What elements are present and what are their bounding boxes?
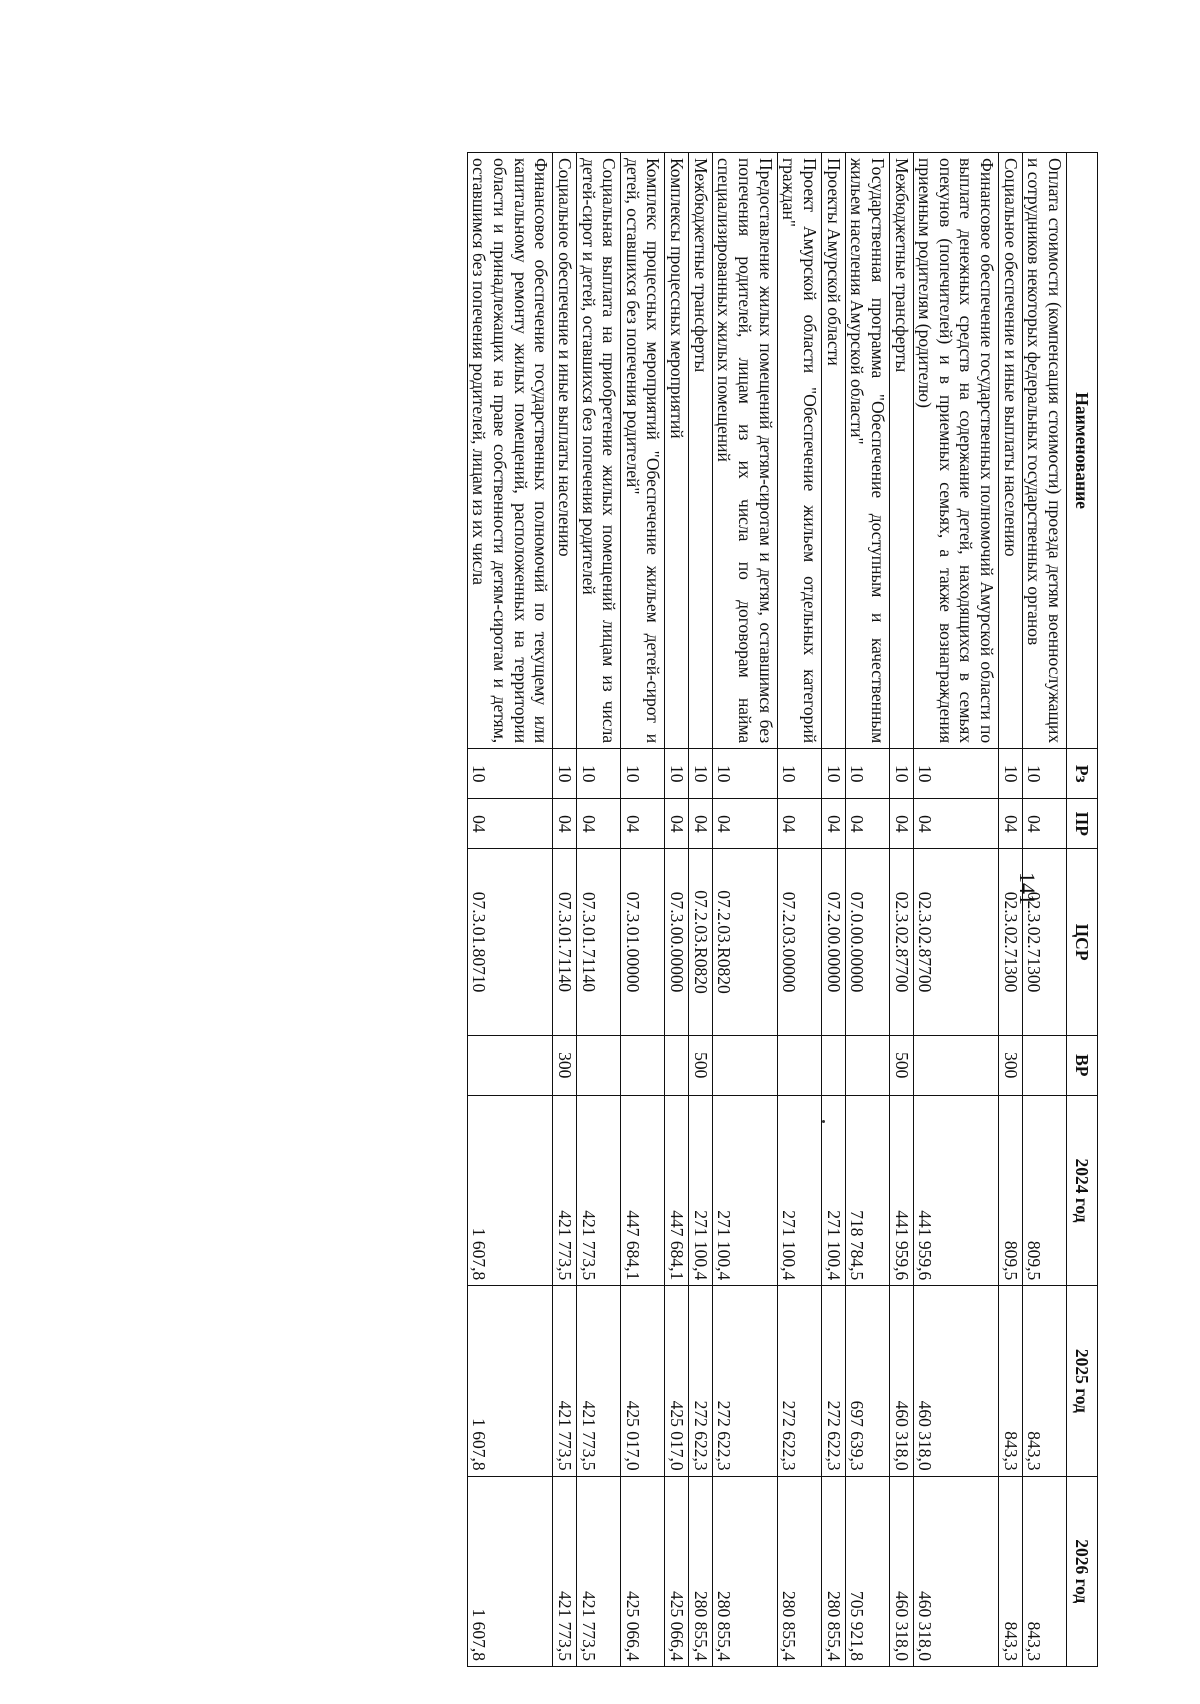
budget-table — [467, 152, 1098, 1667]
cell-2026: 425 066,4 — [665, 1476, 689, 1666]
cell-2024: 447 684,1 — [621, 1095, 665, 1285]
cell-rz: 10 — [553, 749, 577, 799]
cell-rz: 10 — [913, 749, 999, 799]
cell-vr: 500 — [689, 1035, 713, 1095]
table-row — [665, 153, 689, 1667]
cell-2025: 272 622,3 — [821, 1286, 845, 1476]
cell-pr: 04 — [712, 799, 777, 849]
cell-vr — [913, 1035, 999, 1095]
table-row — [467, 153, 553, 1667]
cell-rz: 10 — [845, 749, 889, 799]
cell-2024: 1 607,8 — [467, 1095, 553, 1285]
cell-2026: 460 318,0 — [913, 1476, 999, 1666]
cell-name: Государственная программа "Обеспечение доступным и качественным жильем населения Амурской области" — [845, 153, 889, 749]
cell-csr: 07.0.00.00000 — [845, 849, 889, 1035]
cell-rz: 10 — [621, 749, 665, 799]
cell-pr: 04 — [621, 799, 665, 849]
cell-csr: 07.3.01.80710 — [467, 849, 553, 1035]
table-row — [889, 153, 913, 1667]
cell-pr: 04 — [689, 799, 713, 849]
cell-name: Проекты Амурской области — [821, 153, 845, 749]
cell-2024: 809,5 — [999, 1095, 1023, 1285]
cell-pr: 04 — [553, 799, 577, 849]
cell-2025: 1 607,8 — [467, 1286, 553, 1476]
cell-2026: 843,3 — [1022, 1476, 1066, 1666]
cell-2025: 843,3 — [999, 1286, 1023, 1476]
header-2026: 2026 год — [1067, 1476, 1098, 1666]
cell-vr — [576, 1035, 620, 1095]
cell-name: Финансовое обеспечение государственных полномочий Амурской области по выплате денежных средств на содержание детей, находящихся в семьях опекунов (попечителей) и в приемных семьях, а также вознаграждения приемным родителям (родителю) — [913, 153, 999, 749]
cell-2024: 447 684,1 — [665, 1095, 689, 1285]
table-row — [913, 153, 999, 1667]
cell-pr: 04 — [665, 799, 689, 849]
cell-vr — [665, 1035, 689, 1095]
cell-name: Предоставление жилых помещений детям-сиротам и детям, оставшимся без попечения родителей, лицам из их числа по договорам найма специализированных жилых помещений — [712, 153, 777, 749]
cell-rz: 10 — [689, 749, 713, 799]
cell-2024: 271 100,4 — [689, 1095, 713, 1285]
cell-name: Социальное обеспечение и иные выплаты населению — [553, 153, 577, 749]
cell-2026: 1 607,8 — [467, 1476, 553, 1666]
cell-csr: 02.3.02.87700 — [913, 849, 999, 1035]
cell-2026: 843,3 — [999, 1476, 1023, 1666]
table-row — [712, 153, 777, 1667]
table-row — [1022, 153, 1066, 1667]
header-name: Наименование — [1067, 153, 1098, 749]
cell-2024: 421 773,5 — [553, 1095, 577, 1285]
cell-rz: 10 — [1022, 749, 1066, 799]
cell-2025: 272 622,3 — [777, 1286, 821, 1476]
cell-pr: 04 — [1022, 799, 1066, 849]
cell-csr: 07.2.03.R0820 — [689, 849, 713, 1035]
cell-name: Оплата стоимости (компенсация стоимости) проезда детям военнослужащих и сотрудников некоторых федеральных государственных органов — [1022, 153, 1066, 749]
cell-vr — [712, 1035, 777, 1095]
header-csr: ЦСР — [1067, 849, 1098, 1035]
cell-2024: 271 100,4 — [712, 1095, 777, 1285]
cell-rz: 10 — [576, 749, 620, 799]
cell-2024: 271 100,4 — [777, 1095, 821, 1285]
cell-2026: 280 855,4 — [712, 1476, 777, 1666]
header-2024: 2024 год — [1067, 1095, 1098, 1285]
cell-2026: 460 318,0 — [889, 1476, 913, 1666]
table-row — [999, 153, 1023, 1667]
cell-name: Межбюджетные трансферты — [889, 153, 913, 749]
cell-csr: 02.3.02.71300 — [1022, 849, 1066, 1035]
table-row — [821, 153, 845, 1667]
cell-rz: 10 — [821, 749, 845, 799]
cell-2025: 425 017,0 — [621, 1286, 665, 1476]
cell-pr: 04 — [845, 799, 889, 849]
cell-pr: 04 — [889, 799, 913, 849]
cell-vr — [1022, 1035, 1066, 1095]
cell-2026: 421 773,5 — [553, 1476, 577, 1666]
cell-rz: 10 — [889, 749, 913, 799]
table-row — [777, 153, 821, 1667]
cell-2025: 843,3 — [1022, 1286, 1066, 1476]
cell-vr — [777, 1035, 821, 1095]
cell-2024: 718 784,5 — [845, 1095, 889, 1285]
rotated-table-container — [190, 152, 1098, 1667]
cell-2025: 272 622,3 — [689, 1286, 713, 1476]
cell-name: Социальное обеспечение и иные выплаты населению — [999, 153, 1023, 749]
cell-csr: 07.2.00.00000 — [821, 849, 845, 1035]
table-row — [576, 153, 620, 1667]
cell-2024: 421 773,5 — [576, 1095, 620, 1285]
cell-pr: 04 — [777, 799, 821, 849]
cell-name: Социальная выплата на приобретение жилых помещений лицам из числа детей-сирот и детей, оставшихся без попечения родителей — [576, 153, 620, 749]
cell-pr: 04 — [576, 799, 620, 849]
cell-vr — [845, 1035, 889, 1095]
header-rz: Рз — [1067, 749, 1098, 799]
cell-csr: 07.2.03.R0820 — [712, 849, 777, 1035]
cell-rz: 10 — [712, 749, 777, 799]
cell-pr: 04 — [821, 799, 845, 849]
cell-2025: 421 773,5 — [553, 1286, 577, 1476]
table-row — [553, 153, 577, 1667]
cell-vr: 300 — [999, 1035, 1023, 1095]
cell-csr: 07.3.01.71140 — [576, 849, 620, 1035]
cell-2026: 280 855,4 — [689, 1476, 713, 1666]
cell-name: Проект Амурской области "Обеспечение жильем отдельных категорий граждан" — [777, 153, 821, 749]
cell-rz: 10 — [665, 749, 689, 799]
cell-rz: 10 — [467, 749, 553, 799]
cell-csr: 07.3.00.00000 — [665, 849, 689, 1035]
cell-2026: 280 855,4 — [777, 1476, 821, 1666]
cell-2024: 809,5 — [1022, 1095, 1066, 1285]
header-vr: ВР — [1067, 1035, 1098, 1095]
table-row — [621, 153, 665, 1667]
cell-2025: 460 318,0 — [913, 1286, 999, 1476]
cell-2024: 441 959,6 — [889, 1095, 913, 1285]
cell-vr — [621, 1035, 665, 1095]
table-header-row — [1067, 153, 1098, 1667]
cell-2026: 280 855,4 — [821, 1476, 845, 1666]
page-number: 141 — [1015, 872, 1040, 905]
cell-pr: 04 — [999, 799, 1023, 849]
cell-rz: 10 — [777, 749, 821, 799]
cell-2025: 425 017,0 — [665, 1286, 689, 1476]
cell-csr: 02.3.02.71300 — [999, 849, 1023, 1035]
cell-2024: 441 959,6 — [913, 1095, 999, 1285]
cell-name: Комплексы процессных мероприятий — [665, 153, 689, 749]
cell-vr — [467, 1035, 553, 1095]
cell-2026: 421 773,5 — [576, 1476, 620, 1666]
cell-2026: 705 921,8 — [845, 1476, 889, 1666]
cell-2025: 421 773,5 — [576, 1286, 620, 1476]
table-row — [845, 153, 889, 1667]
cell-vr: 300 — [553, 1035, 577, 1095]
cell-2025: 272 622,3 — [712, 1286, 777, 1476]
table-row — [689, 153, 713, 1667]
cell-rz: 10 — [999, 749, 1023, 799]
cell-2026: 425 066,4 — [621, 1476, 665, 1666]
cell-2025: 697 639,3 — [845, 1286, 889, 1476]
cell-csr: 07.2.03.00000 — [777, 849, 821, 1035]
header-pr: ПР — [1067, 799, 1098, 849]
cell-pr: 04 — [913, 799, 999, 849]
cell-name: Комплекс процессных мероприятий "Обеспечение жильем детей-сирот и детей, оставшихся без попечения родителей" — [621, 153, 665, 749]
cell-name: Межбюджетные трансферты — [689, 153, 713, 749]
cell-csr: 02.3.02.87700 — [889, 849, 913, 1035]
cell-csr: 07.3.01.00000 — [621, 849, 665, 1035]
cell-csr: 07.3.01.71140 — [553, 849, 577, 1035]
cell-name: Финансовое обеспечение государственных полномочий по текущему или капитальному ремонту жилых помещений, расположенных на территории области и принадлежащих на праве собственности детям-сиротам и детям, оставшимся без попечения родителей, лицам из их числа — [467, 153, 553, 749]
cell-vr — [821, 1035, 845, 1095]
cell-2024: 271 100,4 — [821, 1095, 845, 1285]
cell-pr: 04 — [467, 799, 553, 849]
header-2025: 2025 год — [1067, 1286, 1098, 1476]
cell-vr: 500 — [889, 1035, 913, 1095]
cell-2025: 460 318,0 — [889, 1286, 913, 1476]
